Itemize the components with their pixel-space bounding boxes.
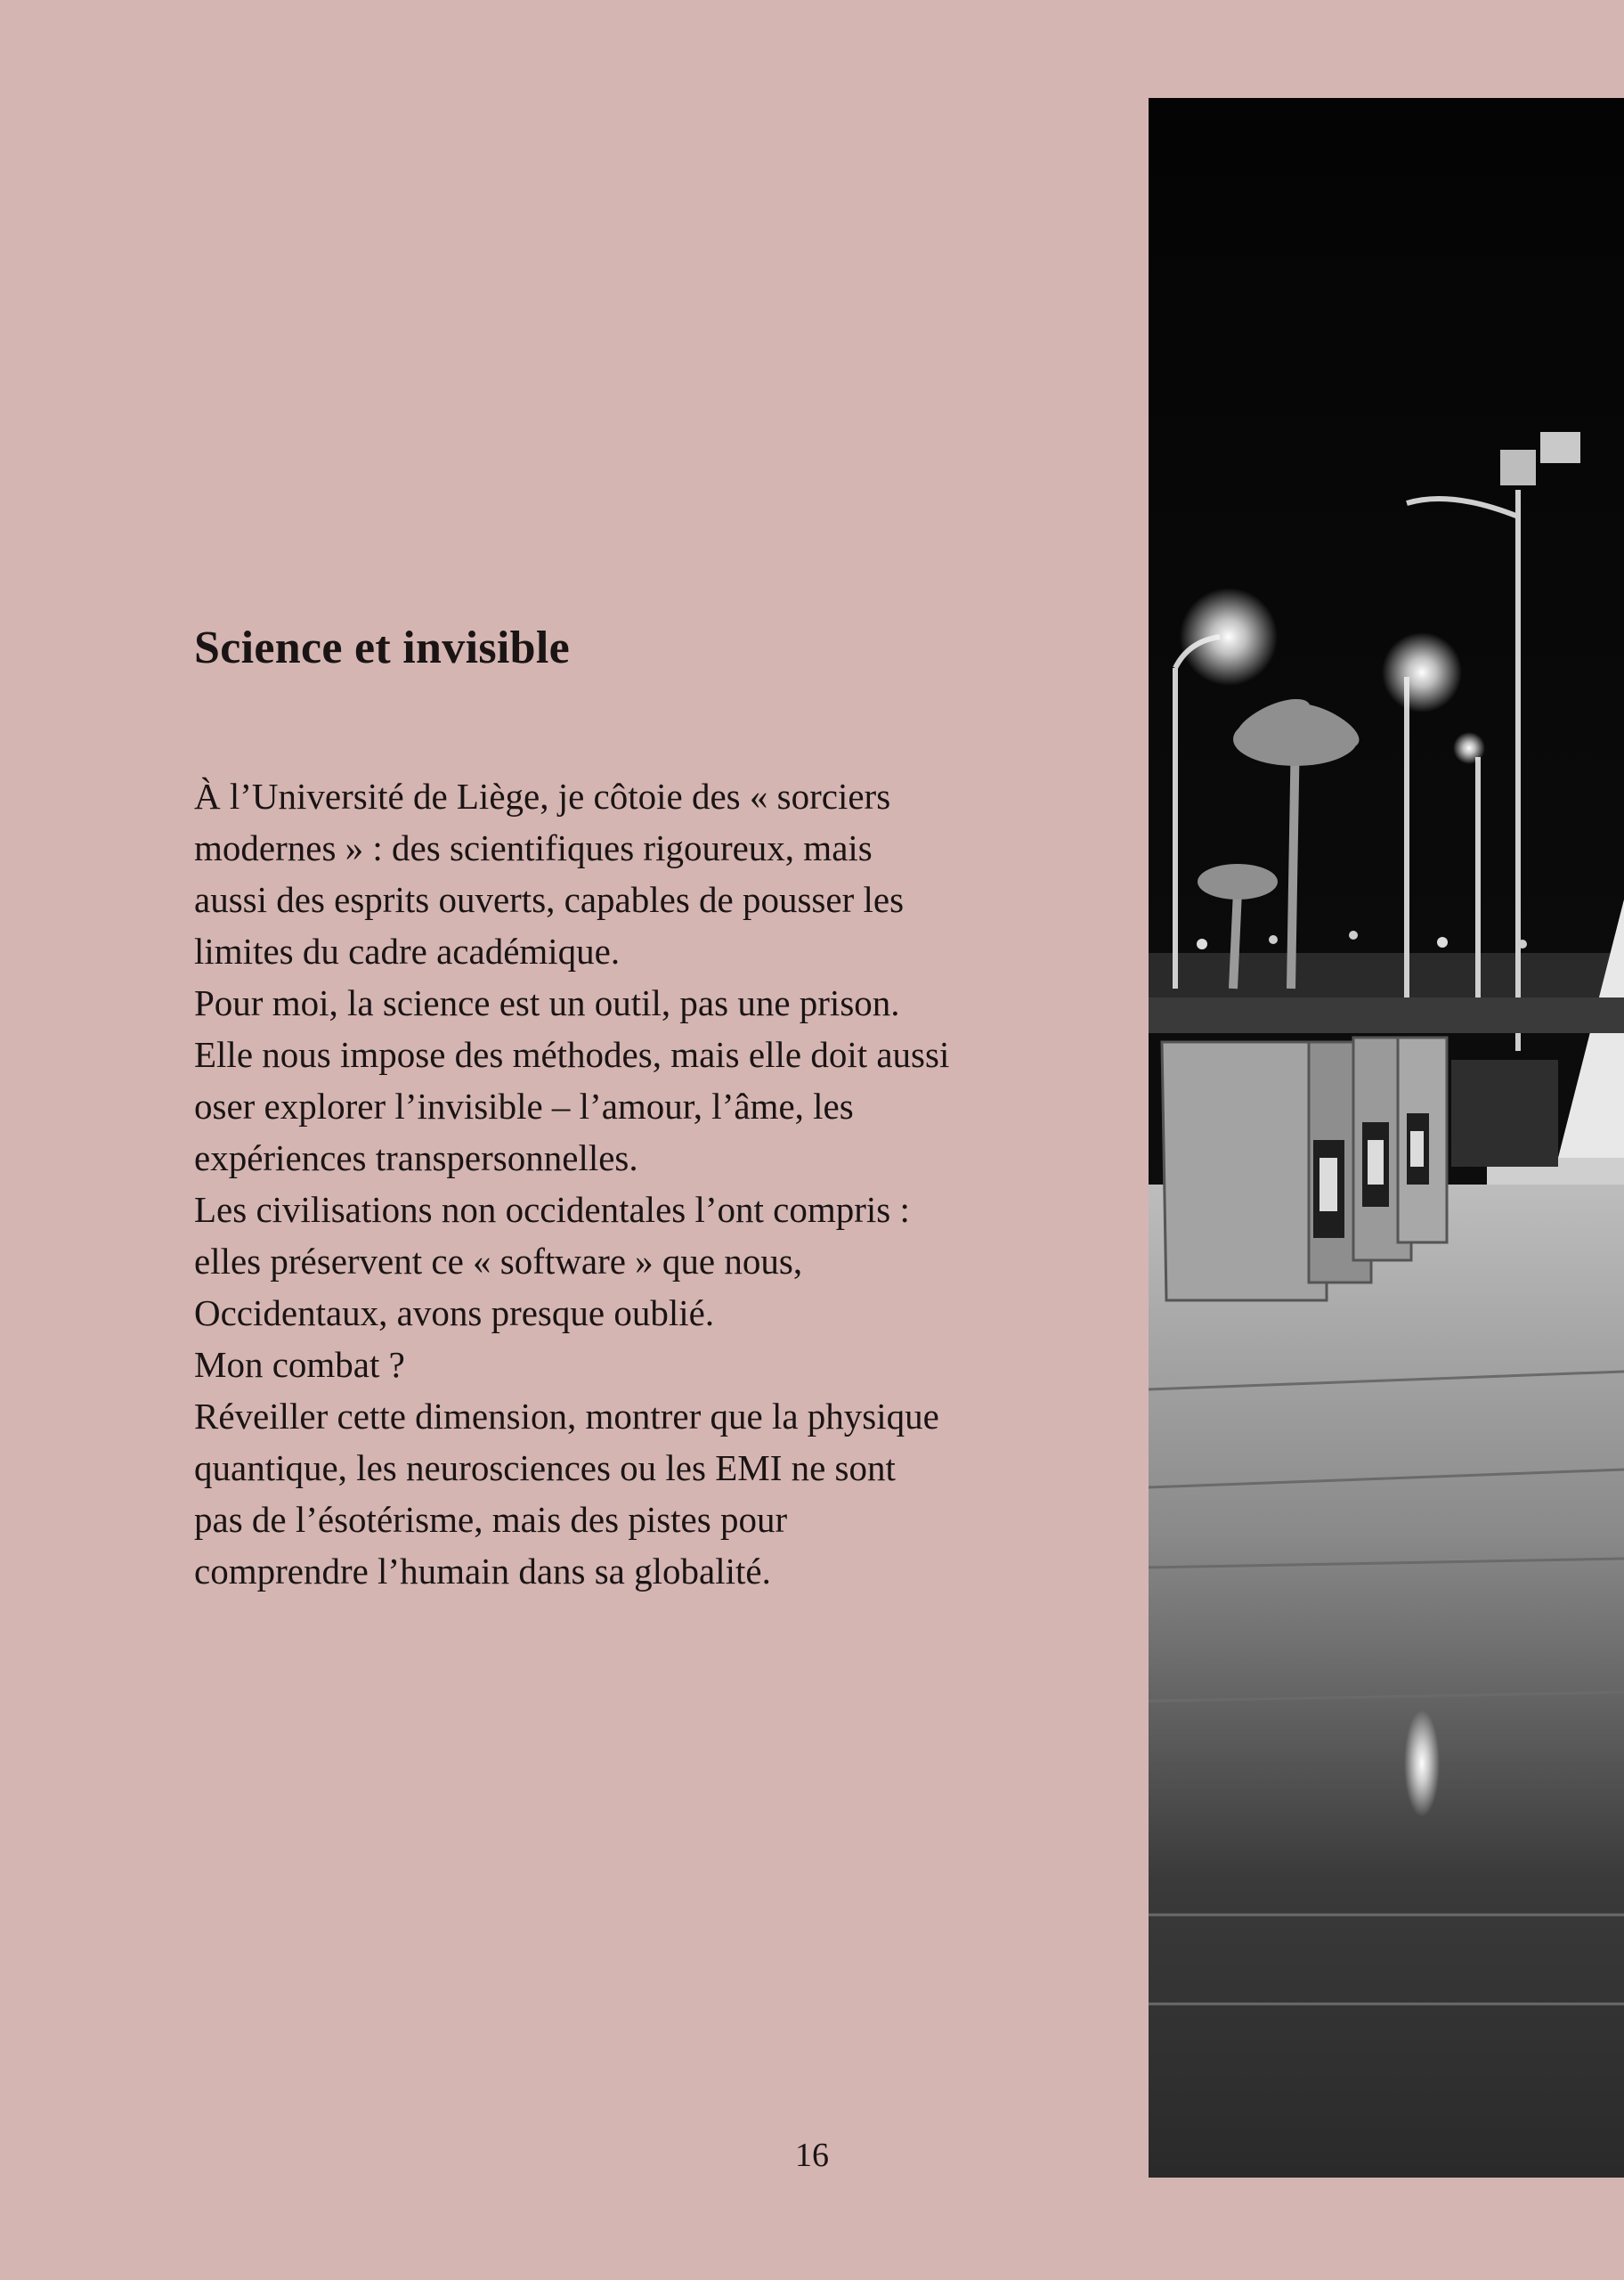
paragraph-line: expériences transpersonnelles. <box>194 1137 638 1178</box>
page-number: 16 <box>795 2137 829 2174</box>
paragraph-line: À l’Université de Liège, je côtoie des « sorciers <box>194 776 891 817</box>
paragraph-line: Les civilisations non occidentales l’ont compris : <box>194 1189 910 1230</box>
section-title: Science et invisible <box>194 623 570 673</box>
body-paragraph <box>194 770 1120 1597</box>
paragraph-line: Réveiller cette dimension, montrer que la physique <box>194 1396 939 1437</box>
paragraph-line: Occidentaux, avons presque oublié. <box>194 1292 715 1333</box>
paragraph-line: Elle nous impose des méthodes, mais elle doit aussi <box>194 1034 950 1075</box>
paragraph-line: aussi des esprits ouverts, capables de pousser les <box>194 879 905 920</box>
paragraph-line: oser explorer l’invisible – l’amour, l’âme, les <box>194 1086 854 1127</box>
paragraph-line: Pour moi, la science est un outil, pas une prison. <box>194 982 900 1023</box>
paragraph-line: limites du cadre académique. <box>194 931 621 972</box>
paragraph-line: comprendre l’humain dans sa globalité. <box>194 1551 771 1592</box>
night-street-photo <box>1149 98 1624 2178</box>
paragraph-line: pas de l’ésotérisme, mais des pistes pour <box>194 1499 788 1540</box>
paragraph-line: elles préservent ce « software » que nous, <box>194 1241 803 1282</box>
paragraph-line: Mon combat ? <box>194 1344 405 1385</box>
paragraph-line: quantique, les neurosciences ou les EMI ne sont <box>194 1447 896 1488</box>
paragraph-line: modernes » : des scientifiques rigoureux, mais <box>194 827 873 868</box>
